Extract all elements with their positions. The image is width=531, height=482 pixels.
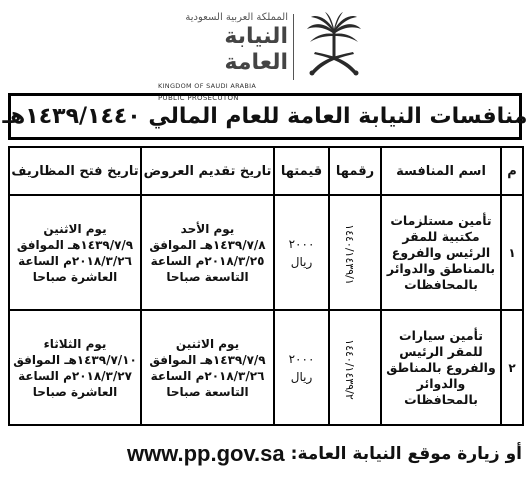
prosecution-name-arabic: النيابة العامة (224, 24, 288, 75)
prosecution-name-english: PUBLIC PROSECUTON (158, 94, 239, 102)
submit-hijri: ١٤٣٩/٧/٩هـ الموافق (149, 352, 266, 367)
header-open-date: تاريخ فتح المظاريف (9, 147, 141, 195)
visit-website-text: أو زيارة موقع النيابة العامة: (290, 444, 522, 464)
submit-gregorian: ٢٠١٨/٣/٢٥م الساعة (150, 253, 265, 268)
value-currency: ريال (290, 369, 313, 384)
submit-hijri: ١٤٣٩/٧/٨هـ الموافق (149, 237, 266, 252)
value-currency: ريال (290, 254, 313, 269)
header-name: اسم المنافسة (381, 147, 501, 195)
row-num: ١ (501, 195, 523, 310)
tender-ref-cell (329, 310, 381, 425)
submit-time: التاسعة صباحا (166, 384, 249, 399)
header-value: قيمتها (274, 147, 329, 195)
open-gregorian: ٢٠١٨/٣/٢٦م الساعة (18, 253, 132, 268)
header-submit-date: تاريخ تقديم العروض (141, 147, 274, 195)
announcement-title-box (2, 93, 528, 140)
open-date (9, 310, 141, 425)
footer (8, 438, 522, 470)
open-day: يوم الاثنين (43, 221, 107, 236)
submit-time: التاسعة صباحا (166, 269, 249, 284)
tender-ref: ١٤٤٠/١٤٣٩/١ (343, 224, 357, 285)
open-date (9, 195, 141, 310)
open-gregorian: ٢٠١٨/٣/٢٧م الساعة (18, 368, 132, 383)
tender-ref: ١٤٤٠/١٤٣٩/٢ (343, 339, 357, 400)
submit-day: يوم الاثنين (175, 336, 240, 351)
kingdom-name-arabic: المملكة العربية السعودية (185, 12, 288, 23)
submit-date (141, 195, 274, 310)
open-hijri: ١٤٣٩/٧/١٠هـ الموافق (13, 352, 137, 367)
open-hijri: ١٤٣٩/٧/٩هـ الموافق (16, 237, 134, 252)
open-time: العاشرة صباحا (32, 384, 118, 399)
open-day: يوم الثلاثاء (43, 336, 107, 351)
value-amount: ٢٠٠٠ (288, 236, 315, 251)
tenders-table (8, 146, 524, 426)
announcement-title: منافسات النيابة العامة للعام المالي ١٤٣٩/١٤٤٠هـ (2, 104, 528, 129)
header-num: م (501, 147, 523, 195)
submit-date (141, 310, 274, 425)
submit-gregorian: ٢٠١٨/٣/٢٦م الساعة (150, 368, 265, 383)
table-row (9, 195, 523, 310)
value-amount: ٢٠٠٠ (288, 351, 315, 366)
organization-name (158, 12, 288, 104)
row-num: ٢ (501, 310, 523, 425)
open-time: العاشرة صباحا (32, 269, 118, 284)
tender-ref-cell (329, 195, 381, 310)
website-link[interactable]: www.pp.gov.sa (126, 441, 285, 466)
header (0, 0, 531, 102)
palm-and-swords-emblem-icon (305, 12, 363, 78)
tender-name: تأمين سيارات للمقر الرئيس والفروع بالمناطق والدوائر بالمحافظات (381, 310, 501, 425)
header-divider (293, 14, 294, 80)
table-row (9, 310, 523, 425)
submit-day: يوم الأحد (180, 221, 235, 236)
table-header-row (9, 147, 523, 195)
header-ref: رقمها (329, 147, 381, 195)
tender-name: تأمين مستلزمات مكتبية للمقر الرئيس والفروع بالمناطق والدوائر بالمحافظات (381, 195, 501, 310)
kingdom-name-english: KINGDOM OF SAUDI ARABIA (158, 82, 257, 90)
